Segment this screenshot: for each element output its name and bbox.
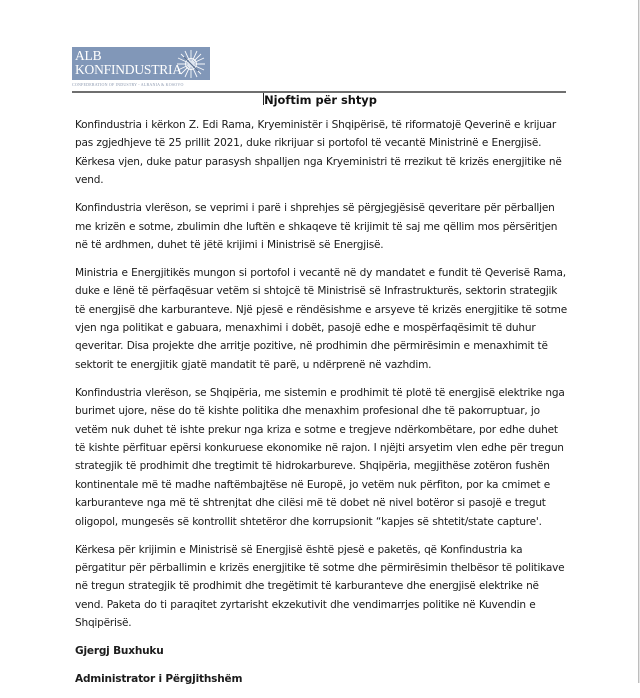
company-logo xyxy=(72,47,210,80)
signature-name: Gjergj Buxhuku xyxy=(75,645,164,658)
paragraph-1: Konfindustria i kërkon Z. Edi Rama, Kryeministër i Shqipërisë, të riformatojë Qeverinë e krijuar pas zgjedhjeve të 25 prillit 2021, duke rikrijuar si portofol të vecantë Ministrinë e Energjisë. Kërkesa vjen, duke patur parasysh shpalljen nga Kryeministri të rrezikut të krizës energjitike në vend. xyxy=(75,119,562,187)
document-title xyxy=(0,92,640,108)
signature-role: Administrator i Përgjithshëm xyxy=(75,672,243,685)
logo-line-2: KONFINDUSTRIA xyxy=(75,61,182,77)
logo-wordmark xyxy=(75,49,182,76)
paragraph-4: Konfindustria vlerëson, se Shqipëria, me sistemin e prodhimit të plotë të energjisë elektrike nga burimet ujore, nëse do të kishte politika dhe menaxhim profesional dhe të pakorruptuar, jo vetëm nuk duhet të ishte prekur nga kriza e sotme e tregjeve ndërkombëtare, por edhe duhet të kishte përfituar epërsi konkuruese ekonomike në rajon. I njëjti arsyetim vlen edhe për tregun strategjik të prodhimit dhe tregtimit të hidrokarbureve. Shqipëria, megjithëse zotëron fushën kontinentale më të madhe naftëmbajtëse në Europë, jo vetëm nuk përfiton, por ka cmimet e karburanteve nga më të shtrenjtat dhe cilësi më të dobet në nivel botëror si pasojë e tregut oligopol, mungesës së kontrollit shtetëror dhe korrupsionit “kapjes së shtetit/state capture'. xyxy=(75,386,565,528)
paragraph-2: Konfindustria vlerëson, se veprimi i parë i shprehjes së përgjegjësisë qeveritare për përballjen me krizën e sotme, zbulimin dhe luftën e shkaqeve të krijimit të saj me qëllim mos përsëritjen në të ardhmen, duhet të jëtë krijimi i Ministrisë së Energjisë. xyxy=(75,202,558,251)
letterhead xyxy=(72,47,566,93)
paragraph-3: Ministria e Energjitikës mungon si portofol i vecantë në dy mandatet e fundit të Qeverisë Rama, duke e lënë të përfaqësuar vetëm si shtojcë të Ministrisë së Infrastrukturës, sektorin strategjik të energjisë dhe karburanteve. Një pjesë e rëndësishme e arsyeve të krizës energjitike të sotme vjen nga politikat e gabuara, menaxhimi i dobët, pasojë edhe e mospërfaqësimit të duhur qeveritar. Disa projekte dhe arritje pozitive, në prodhimin dhe përmirësimin e menaxhimit të sektorit te energjitik gjatë mandatit të parë, u ndërprenë në vazhdim. xyxy=(75,266,567,371)
logo-line-1: ALB xyxy=(75,48,102,63)
compass-star-icon xyxy=(176,49,206,79)
paragraph-5: Kërkesa për krijimin e Ministrisë së Energjisë është pjesë e paketës, që Konfindustria ka përgatitur për përballimin e krizës energjitike të sotme dhe përmirësimin thelbësor të politikave në tregun strategjik të prodhimit dhe tregëtimit të karburanteve dhe energjisë elektrike në vend. Paketa do ti paraqitet zyrtarisht ekzekutivit dhe vendimarrjes politike në Kuvendin e Shqipërisë. xyxy=(75,543,565,630)
logo-subtitle: CONFEDERATION OF INDUSTRY - ALBANIA & KOSOVO xyxy=(72,82,184,87)
document-body xyxy=(75,116,567,698)
document-title-text: Njoftim për shtyp xyxy=(264,93,377,107)
